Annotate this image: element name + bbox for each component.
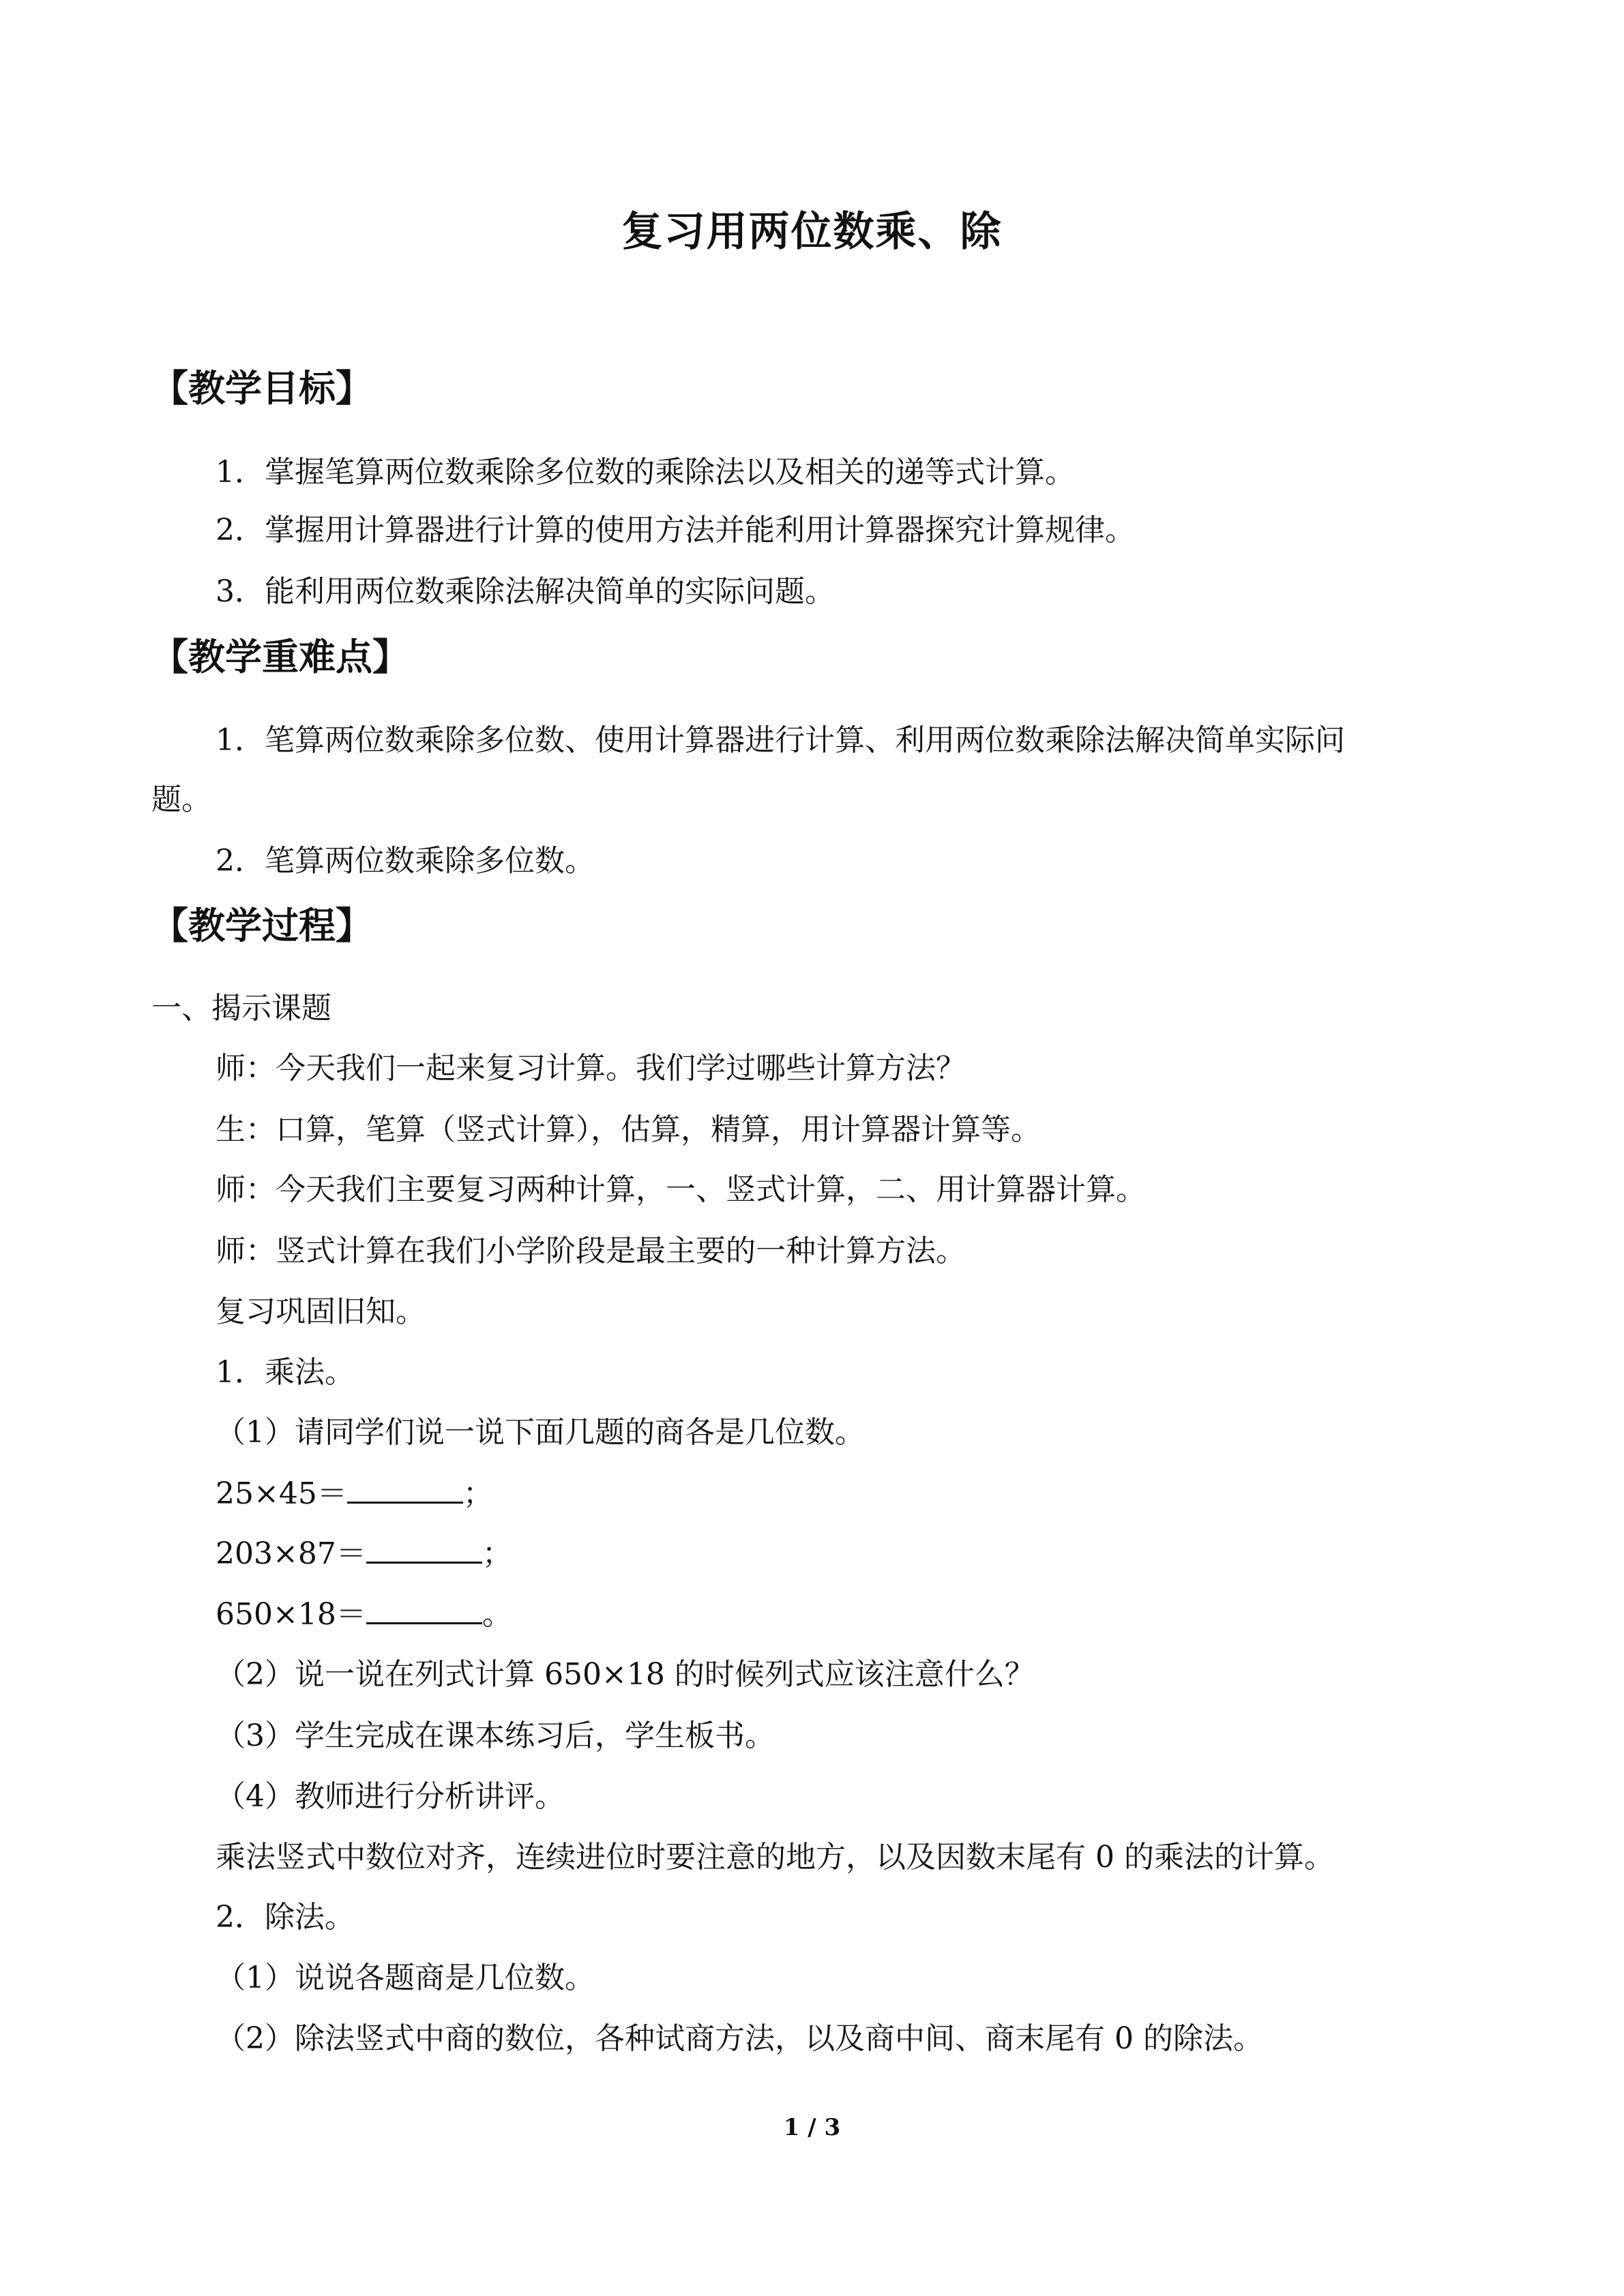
process-line: 师：今天我们主要复习两种计算，一、竖式计算，二、用计算器计算。: [216, 1172, 1146, 1207]
key-points-heading: 【教学重难点】: [151, 636, 409, 679]
key-point-item-continued: 题。: [151, 782, 211, 817]
equation-punct: ；: [482, 1536, 512, 1571]
goal-item: 1．掌握笔算两位数乘除多位数的乘除法以及相关的递等式计算。: [216, 455, 1075, 490]
process-line: 生：口算，笔算（竖式计算），估算，精算，用计算器计算等。: [216, 1112, 1041, 1147]
key-point-item: 1．笔算两位数乘除多位数、使用计算器进行计算、利用两位数乘除法解决简单实际问: [216, 723, 1345, 758]
page-number: 1 / 3: [783, 2114, 841, 2141]
equation-punct: ；: [462, 1476, 493, 1511]
process-line: （1）请同学们说一说下面几题的商各是几位数。: [216, 1415, 865, 1450]
equation-text: 650×18＝: [216, 1597, 366, 1632]
goal-item: 2．掌握用计算器进行计算的使用方法并能利用计算器探究计算规律。: [216, 513, 1135, 548]
answer-blank: [366, 1595, 482, 1624]
process-line: （3）学生完成在课本练习后，学生板书。: [216, 1718, 775, 1753]
process-line: 师：竖式计算在我们小学阶段是最主要的一种计算方法。: [216, 1234, 966, 1268]
process-part-heading: 一、揭示课题: [151, 991, 331, 1026]
process-line: 2．除法。: [216, 1900, 355, 1935]
process-line: （2）除法竖式中商的数位，各种试商方法，以及商中间、商末尾有 0 的除法。: [216, 2021, 1263, 2056]
process-line: （2）说一说在列式计算 650×18 的时候列式应该注意什么？: [216, 1657, 1035, 1692]
process-line: 复习巩固旧知。: [216, 1294, 426, 1329]
equation-row: [216, 1474, 493, 1515]
goal-item: 3．能利用两位数乘除法解决简单的实际问题。: [216, 574, 835, 609]
answer-blank: [347, 1474, 463, 1504]
answer-blank: [366, 1534, 482, 1564]
process-line: （1）说说各题商是几位数。: [216, 1960, 595, 1995]
equation-text: 203×87＝: [216, 1536, 366, 1571]
process-heading: 【教学过程】: [151, 904, 372, 947]
equation-punct: 。: [482, 1597, 512, 1632]
process-line: 乘法竖式中数位对齐，连续进位时要注意的地方，以及因数末尾有 0 的乘法的计算。: [216, 1840, 1334, 1875]
equation-text: 25×45＝: [216, 1476, 347, 1511]
process-line: 1．乘法。: [216, 1355, 355, 1390]
equation-row: [216, 1594, 512, 1635]
key-point-item: 2．笔算两位数乘除多位数。: [216, 844, 595, 878]
process-line: （4）教师进行分析讲评。: [216, 1779, 565, 1814]
page-title: 复习用两位数乘、除: [621, 208, 1003, 256]
process-line: 师：今天我们一起来复习计算。我们学过哪些计算方法？: [216, 1051, 966, 1086]
goals-heading: 【教学目标】: [151, 367, 372, 410]
equation-row: [216, 1534, 512, 1575]
